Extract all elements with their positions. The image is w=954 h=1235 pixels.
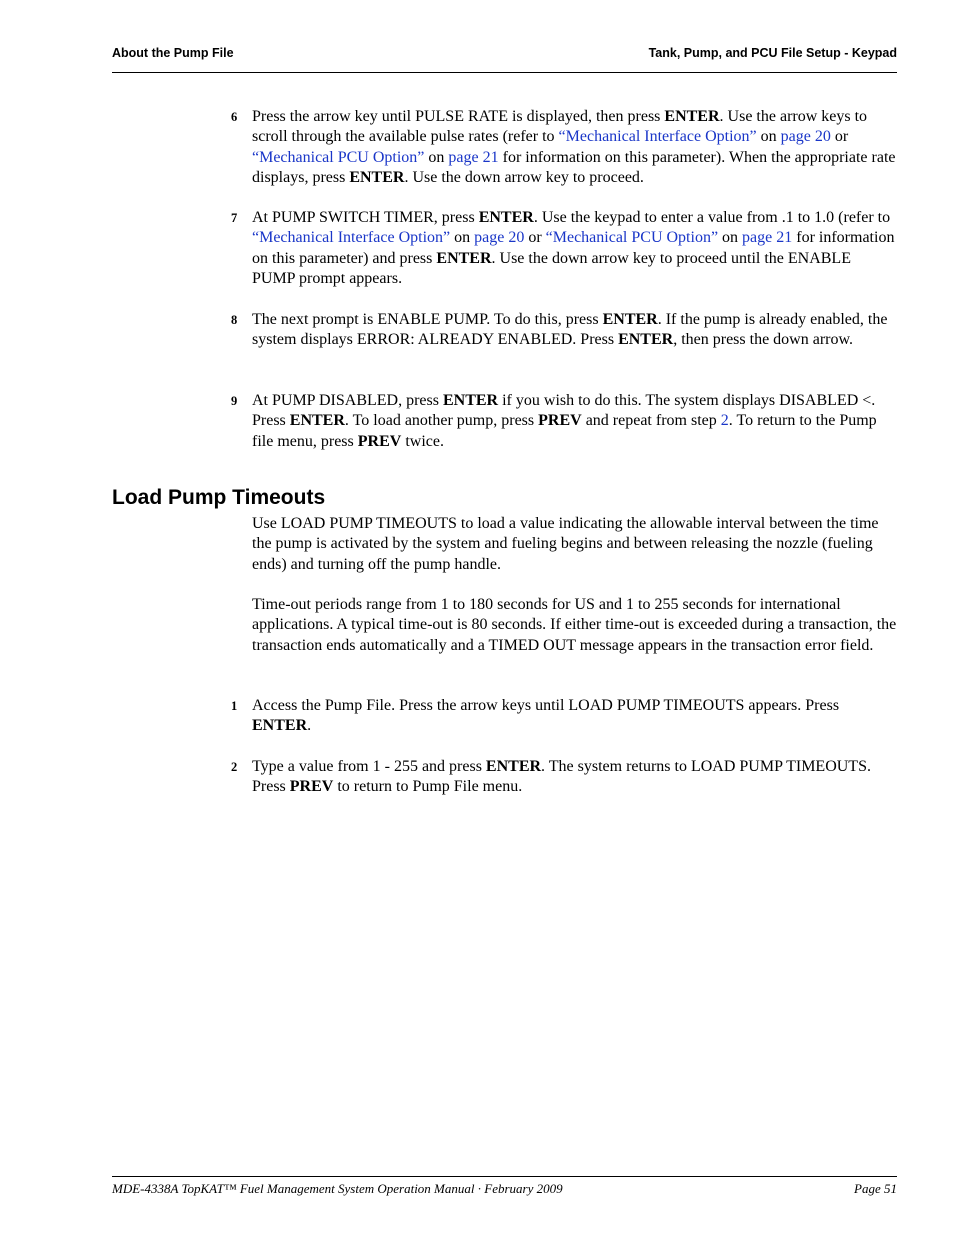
text-run: . To return to the Pump file menu, press xyxy=(252,412,877,450)
step-text xyxy=(252,107,897,189)
bold-keyword: ENTER xyxy=(289,412,345,430)
cross-reference-link[interactable]: “Mechanical PCU Option” xyxy=(545,229,719,247)
step-1 xyxy=(231,696,897,737)
text-run: twice. xyxy=(401,432,444,450)
step-9 xyxy=(231,391,897,452)
text-run: if you wish to do this. The system displays DISABLED <. Press xyxy=(252,392,876,430)
text-run: . Use the keypad to enter a value from .1 to 1.0 (refer to xyxy=(533,209,891,226)
section-paragraph: Use LOAD PUMP TIMEOUTS to load a value indicating the allowable interval between the time the pump is activated by the system and fueling begins and between releasing the nozzle (fueling ends) and turning off the pump handle. xyxy=(252,515,879,573)
step-text xyxy=(252,310,897,351)
text-run: Access the Pump File. Press the arrow keys until LOAD PUMP TIMEOUTS appears. Press xyxy=(252,697,840,714)
bold-keyword: PREV xyxy=(538,412,582,430)
footer-document-title: MDE-4338A TopKAT™ Fuel Management System Operation Manual · February 2009 xyxy=(112,1181,563,1196)
text-run: , then press the down arrow. xyxy=(673,331,854,349)
bold-keyword: ENTER xyxy=(478,209,534,226)
bold-keyword: ENTER xyxy=(349,169,405,187)
cross-reference-link[interactable]: page 20 xyxy=(474,229,525,247)
text-run: . Use the down arrow key to proceed until the ENABLE PUMP prompt appears. xyxy=(252,249,851,288)
cross-reference-link[interactable]: page 20 xyxy=(780,128,831,146)
page-header xyxy=(112,46,897,60)
bold-keyword: ENTER xyxy=(664,108,720,125)
step-7 xyxy=(231,208,897,290)
cross-reference-link[interactable]: “Mechanical Interface Option” xyxy=(558,128,757,146)
step-number: 7 xyxy=(231,211,238,225)
header-rule xyxy=(112,72,897,73)
text-run: . To load another pump, press xyxy=(344,412,539,430)
section-heading: Load Pump Timeouts xyxy=(112,486,326,509)
step-text xyxy=(252,391,897,452)
text-run: to return to Pump File menu. xyxy=(333,778,523,796)
step-number: 8 xyxy=(231,313,238,327)
header-section-title: About the Pump File xyxy=(112,46,234,60)
cross-reference-link[interactable]: “Mechanical PCU Option” xyxy=(252,148,425,166)
bold-keyword: ENTER xyxy=(485,758,542,775)
step-text xyxy=(252,696,897,737)
step-number: 2 xyxy=(231,760,238,774)
bold-keyword: PREV xyxy=(289,778,334,796)
header-chapter-title: Tank, Pump, and PCU File Setup - Keypad xyxy=(648,46,897,60)
step-number: 1 xyxy=(231,699,238,713)
section-paragraph: Time-out periods range from 1 to 180 seconds for US and 1 to 255 seconds for international applications. A typical time-out is 80 seconds. If either time-out is exceeded during a transaction, the transaction ends automatically and a TIMED OUT message appears in the transaction error field. xyxy=(252,596,897,654)
step-2 xyxy=(231,757,897,798)
cross-reference-link[interactable]: 2 xyxy=(720,412,729,430)
text-run: on xyxy=(718,229,743,247)
bold-keyword: ENTER xyxy=(602,311,658,328)
footer-page-number: Page 51 xyxy=(854,1181,897,1196)
text-run: . If the pump is already enabled, the system displays ERROR: ALREADY ENABLED. Press xyxy=(252,311,888,349)
text-run: on xyxy=(450,229,475,247)
cross-reference-link[interactable]: “Mechanical Interface Option” xyxy=(252,229,451,247)
bold-keyword: ENTER xyxy=(442,392,499,409)
bold-keyword: ENTER xyxy=(252,717,308,735)
text-run: Press the arrow key until PULSE RATE is displayed, then press xyxy=(252,108,665,125)
text-run: . Use the arrow keys to scroll through the available pulse rates (refer to xyxy=(252,108,868,146)
bold-keyword: PREV xyxy=(357,432,402,450)
text-run: on xyxy=(756,128,781,146)
text-run: . Use the down arrow key to proceed. xyxy=(404,169,644,187)
page-footer xyxy=(112,1181,897,1197)
text-run: Type a value from 1 - 255 and press xyxy=(252,758,486,775)
step-6 xyxy=(231,107,897,189)
text-run: and repeat from step xyxy=(581,412,721,430)
text-run: At PUMP DISABLED, press xyxy=(252,392,443,409)
step-number: 6 xyxy=(231,110,238,124)
text-run: or xyxy=(830,128,849,146)
cross-reference-link[interactable]: page 21 xyxy=(448,148,499,166)
step-8 xyxy=(231,310,897,351)
text-run: The next prompt is ENABLE PUMP. To do this, press xyxy=(252,311,603,328)
text-run: At PUMP SWITCH TIMER, press xyxy=(252,209,479,226)
bold-keyword: ENTER xyxy=(436,249,492,267)
text-run: for information on this parameter). When the appropriate rate displays, press xyxy=(252,148,896,187)
cross-reference-link[interactable]: page 21 xyxy=(742,229,793,247)
text-run: . xyxy=(307,717,312,735)
text-run: on xyxy=(424,148,449,166)
step-number: 9 xyxy=(231,394,238,408)
footer-rule xyxy=(112,1176,897,1177)
bold-keyword: ENTER xyxy=(618,331,674,349)
text-run: or xyxy=(524,229,546,247)
step-text xyxy=(252,757,897,798)
text-run: for information on this parameter) and press xyxy=(252,229,895,267)
text-run: . The system returns to LOAD PUMP TIMEOUTS. Press xyxy=(252,758,871,796)
step-text xyxy=(252,208,897,290)
